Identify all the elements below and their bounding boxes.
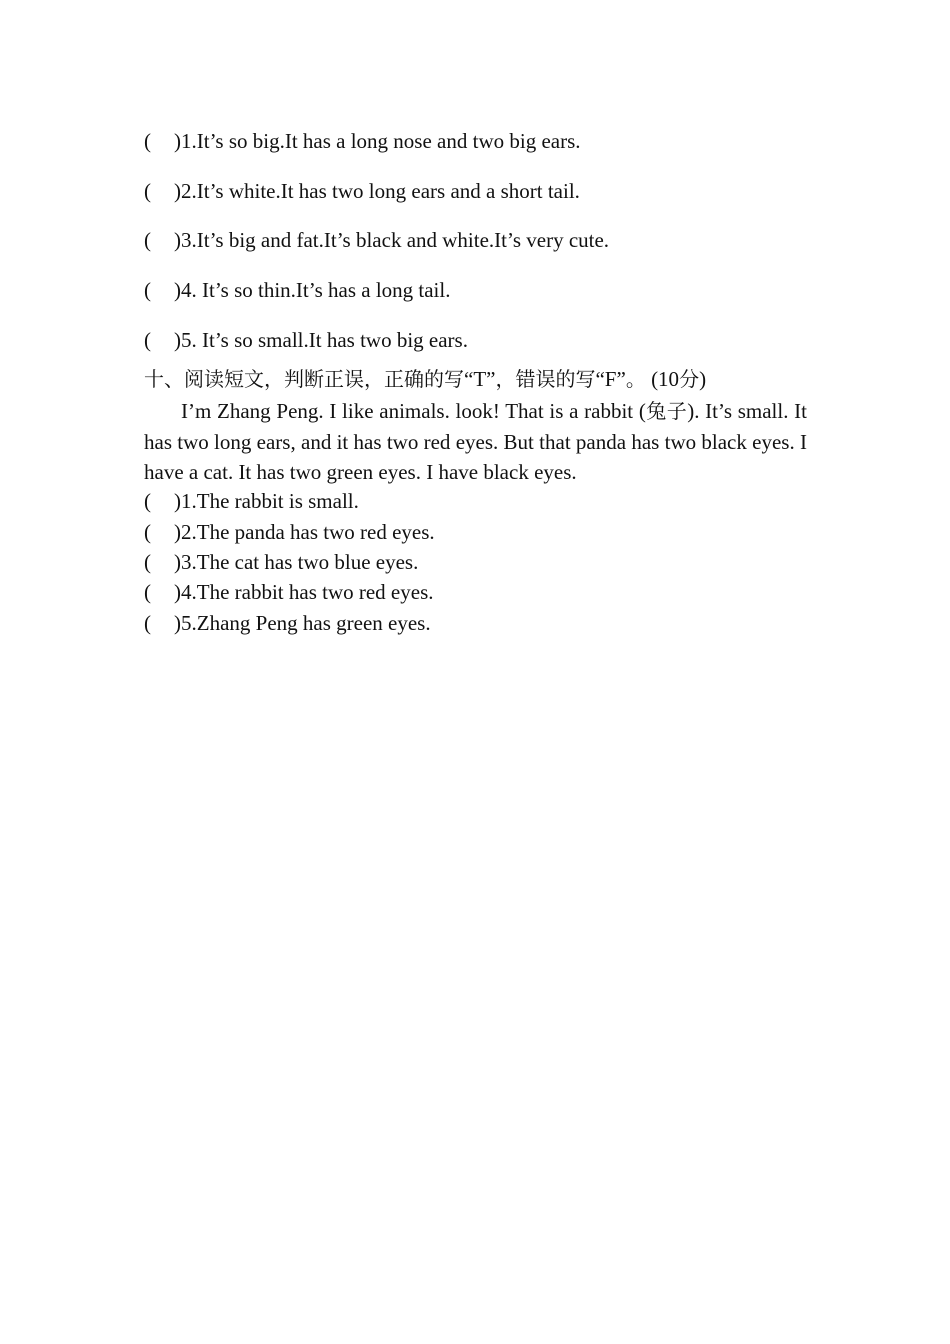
question-text: )1.It’s so big.It has a long nose and two big ears. [174, 129, 581, 153]
true-false-question [144, 610, 431, 636]
question-text: )3.The cat has two blue eyes. [174, 550, 419, 574]
answer-blank[interactable]: ( [144, 328, 151, 352]
heading-score-unit: 分 [679, 367, 700, 391]
question-text: )5. It’s so small.It has two big ears. [174, 328, 468, 352]
answer-blank[interactable]: ( [144, 129, 151, 153]
heading-cn-part: ，错误的写 [495, 367, 596, 391]
answer-blank[interactable]: ( [144, 179, 151, 203]
true-false-question [144, 488, 359, 514]
answer-blank[interactable]: ( [144, 228, 151, 252]
matching-question [144, 227, 609, 253]
question-text: )1.The rabbit is small. [174, 489, 359, 513]
heading-t-mark: “T” [464, 367, 496, 391]
answer-blank[interactable]: ( [144, 550, 151, 574]
passage-text: ). It’s small. It has two long ears, and it has two red eyes. But that panda has two black eyes. I have a cat. It has two green eyes. I have black eyes. [144, 399, 808, 484]
answer-blank[interactable]: ( [144, 278, 151, 302]
answer-blank[interactable]: ( [144, 611, 151, 635]
passage-cn-gloss: 兔子 [645, 399, 688, 423]
answer-blank[interactable]: ( [144, 520, 151, 544]
section-heading [144, 366, 706, 392]
heading-cn-part: 。 [625, 367, 646, 391]
true-false-question [144, 579, 434, 605]
question-text: )2.The panda has two red eyes. [174, 520, 435, 544]
heading-cn-part: 十、阅读短文，判断正误，正确的写 [144, 367, 464, 391]
question-text: )3.It’s big and fat.It’s black and white.It’s very cute. [174, 228, 610, 252]
question-text: )5.Zhang Peng has green eyes. [174, 611, 431, 635]
heading-score: (10 [645, 367, 680, 391]
heading-score-close: ) [699, 367, 707, 391]
answer-blank[interactable]: ( [144, 489, 151, 513]
question-text: )2.It’s white.It has two long ears and a short tail. [174, 179, 580, 203]
question-text: )4. It’s so thin.It’s has a long tail. [174, 278, 451, 302]
true-false-question [144, 519, 435, 545]
matching-question [144, 128, 581, 154]
reading-passage [144, 396, 807, 488]
true-false-question [144, 549, 418, 575]
question-text: )4.The rabbit has two red eyes. [174, 580, 434, 604]
heading-f-mark: “F” [595, 367, 626, 391]
matching-question [144, 277, 450, 303]
answer-blank[interactable]: ( [144, 580, 151, 604]
matching-question [144, 327, 468, 353]
matching-question [144, 178, 580, 204]
passage-text: I’m Zhang Peng. I like animals. look! That is a rabbit ( [181, 399, 646, 423]
